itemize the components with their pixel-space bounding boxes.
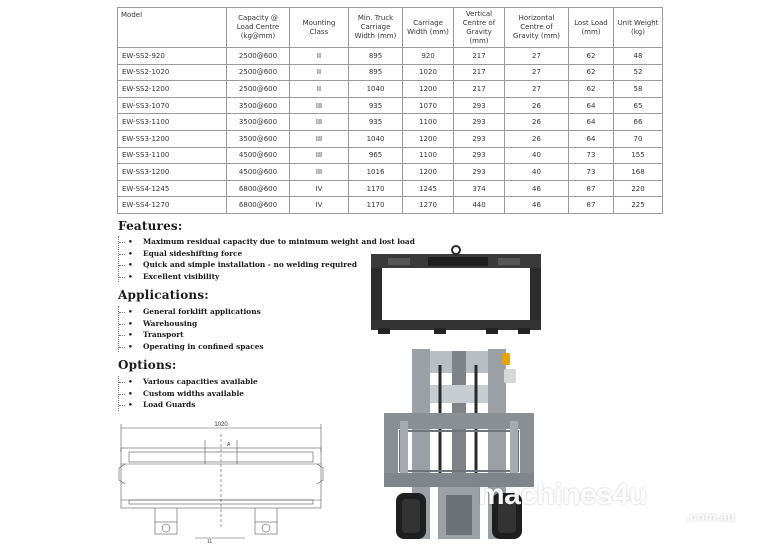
table-row	[118, 81, 663, 98]
table-cell: 6800@600	[227, 197, 290, 214]
table-cell: 4500@600	[227, 147, 290, 164]
table-cell: 293	[454, 164, 505, 181]
table-cell: 87	[569, 197, 614, 214]
sideshifter-frame-illustration	[368, 244, 544, 336]
table-cell: 87	[569, 180, 614, 197]
table-cell: 64	[569, 114, 614, 131]
table-cell: 27	[505, 64, 569, 81]
table-cell: III	[290, 147, 349, 164]
table-cell: 1245	[403, 180, 454, 197]
applications-title: Applications:	[118, 288, 209, 302]
table-cell: 935	[349, 97, 403, 114]
table-cell: III	[290, 130, 349, 147]
col-unit-weight: Unit Weight (kg)	[614, 8, 663, 48]
table-cell: 4500@600	[227, 164, 290, 181]
list-item: • Load Guards	[119, 399, 258, 411]
table-cell: 73	[569, 164, 614, 181]
table-cell: 48	[614, 48, 663, 65]
table-row	[118, 164, 663, 181]
table-cell: 1200	[403, 164, 454, 181]
list-item: • Warehousing	[119, 318, 264, 330]
table-cell: 440	[454, 197, 505, 214]
table-row	[118, 130, 663, 147]
table-cell: 1040	[349, 81, 403, 98]
table-cell: 155	[614, 147, 663, 164]
spec-table-header	[118, 8, 663, 48]
table-row	[118, 147, 663, 164]
table-cell: 217	[454, 64, 505, 81]
table-cell: 1270	[403, 197, 454, 214]
table-cell: 895	[349, 48, 403, 65]
table-row	[118, 97, 663, 114]
features-title: Features:	[118, 219, 183, 233]
options-list	[118, 376, 258, 411]
col-lost-load: Lost Load (mm)	[569, 8, 614, 48]
table-cell: 1040	[349, 130, 403, 147]
table-cell: 26	[505, 97, 569, 114]
table-cell: 58	[614, 81, 663, 98]
col-capacity: Capacity @ Load Centre (kg@mm)	[227, 8, 290, 48]
applications-list	[118, 306, 264, 352]
table-cell: 66	[614, 114, 663, 131]
table-cell: 1170	[349, 197, 403, 214]
table-cell: 73	[569, 147, 614, 164]
table-cell: 293	[454, 147, 505, 164]
table-cell: 2500@600	[227, 81, 290, 98]
table-cell: 217	[454, 81, 505, 98]
table-cell: 3500@600	[227, 97, 290, 114]
table-cell: 64	[569, 97, 614, 114]
table-cell: 217	[454, 48, 505, 65]
drawing-label-a: A	[227, 442, 231, 448]
table-cell: IV	[290, 180, 349, 197]
table-cell: 2500@600	[227, 48, 290, 65]
table-cell: 26	[505, 130, 569, 147]
table-cell: EW-SS2-1020	[118, 64, 227, 81]
table-cell: 62	[569, 48, 614, 65]
table-cell: 1020	[403, 64, 454, 81]
table-cell: 935	[349, 114, 403, 131]
table-cell: EW-SS4-1270	[118, 197, 227, 214]
table-cell: EW-SS3-1100	[118, 114, 227, 131]
spec-table-body	[118, 48, 663, 214]
forklift-illustration	[378, 345, 548, 545]
table-cell: 225	[614, 197, 663, 214]
drawing-label-b: 11	[207, 539, 213, 545]
watermark-domain: .com.au	[686, 509, 736, 524]
table-cell: IV	[290, 197, 349, 214]
table-cell: 374	[454, 180, 505, 197]
table-row	[118, 114, 663, 131]
table-cell: 965	[349, 147, 403, 164]
list-item: • Various capacities available	[119, 376, 258, 388]
col-mounting-class: Mounting Class	[290, 8, 349, 48]
table-cell: EW-SS2-1200	[118, 81, 227, 98]
list-item: • Equal sideshifting force	[119, 248, 415, 260]
table-cell: 895	[349, 64, 403, 81]
list-item: • Transport	[119, 329, 264, 341]
table-cell: 70	[614, 130, 663, 147]
list-item: • General forklift applications	[119, 306, 264, 318]
table-cell: 3500@600	[227, 130, 290, 147]
table-row	[118, 64, 663, 81]
options-title: Options:	[118, 358, 177, 372]
table-cell: 26	[505, 114, 569, 131]
table-cell: 52	[614, 64, 663, 81]
watermark-brand: machines4u	[478, 478, 647, 511]
table-cell: 1170	[349, 180, 403, 197]
table-cell: 1016	[349, 164, 403, 181]
list-item: • Excellent visibility	[119, 271, 415, 283]
table-cell: EW-SS3-1200	[118, 130, 227, 147]
table-cell: EW-SS3-1070	[118, 97, 227, 114]
table-cell: 3500@600	[227, 114, 290, 131]
table-cell: 168	[614, 164, 663, 181]
table-cell: EW-SS4-1245	[118, 180, 227, 197]
list-item: • Quick and simple installation - no welding required	[119, 259, 415, 271]
table-cell: 1070	[403, 97, 454, 114]
table-cell: 1100	[403, 147, 454, 164]
table-row	[118, 48, 663, 65]
col-vertical-cog: Vertical Centre of Gravity (mm)	[454, 8, 505, 48]
table-cell: 27	[505, 48, 569, 65]
table-cell: EW-SS3-1200	[118, 164, 227, 181]
drawing-width-label: 1020	[214, 422, 228, 428]
table-cell: 62	[569, 64, 614, 81]
table-cell: 40	[505, 164, 569, 181]
table-cell: II	[290, 48, 349, 65]
list-item: • Operating in confined spaces	[119, 341, 264, 353]
list-item: • Maximum residual capacity due to minimum weight and lost load	[119, 236, 415, 248]
table-cell: 920	[403, 48, 454, 65]
table-row	[118, 180, 663, 197]
table-cell: EW-SS3-1100	[118, 147, 227, 164]
table-cell: 293	[454, 114, 505, 131]
table-cell: 1100	[403, 114, 454, 131]
spec-table	[117, 7, 663, 214]
table-cell: III	[290, 97, 349, 114]
col-model: Model	[118, 8, 227, 48]
table-cell: 46	[505, 180, 569, 197]
table-cell: EW-SS2-920	[118, 48, 227, 65]
col-horizontal-cog: Horizontal Centre of Gravity (mm)	[505, 8, 569, 48]
table-cell: 64	[569, 130, 614, 147]
table-cell: III	[290, 164, 349, 181]
table-cell: 62	[569, 81, 614, 98]
list-item: • Custom widths available	[119, 388, 258, 400]
table-cell: 1200	[403, 81, 454, 98]
col-min-truck-carriage-width: Min. Truck Carriage Width (mm)	[349, 8, 403, 48]
table-cell: II	[290, 81, 349, 98]
table-cell: 6800@600	[227, 180, 290, 197]
table-cell: II	[290, 64, 349, 81]
table-cell: 293	[454, 97, 505, 114]
table-cell: III	[290, 114, 349, 131]
table-cell: 46	[505, 197, 569, 214]
table-cell: 1200	[403, 130, 454, 147]
table-cell: 220	[614, 180, 663, 197]
col-carriage-width: Carriage Width (mm)	[403, 8, 454, 48]
table-cell: 2500@600	[227, 64, 290, 81]
table-cell: 65	[614, 97, 663, 114]
table-row	[118, 197, 663, 214]
table-cell: 293	[454, 130, 505, 147]
table-cell: 40	[505, 147, 569, 164]
table-cell: 27	[505, 81, 569, 98]
technical-drawing	[115, 418, 330, 546]
